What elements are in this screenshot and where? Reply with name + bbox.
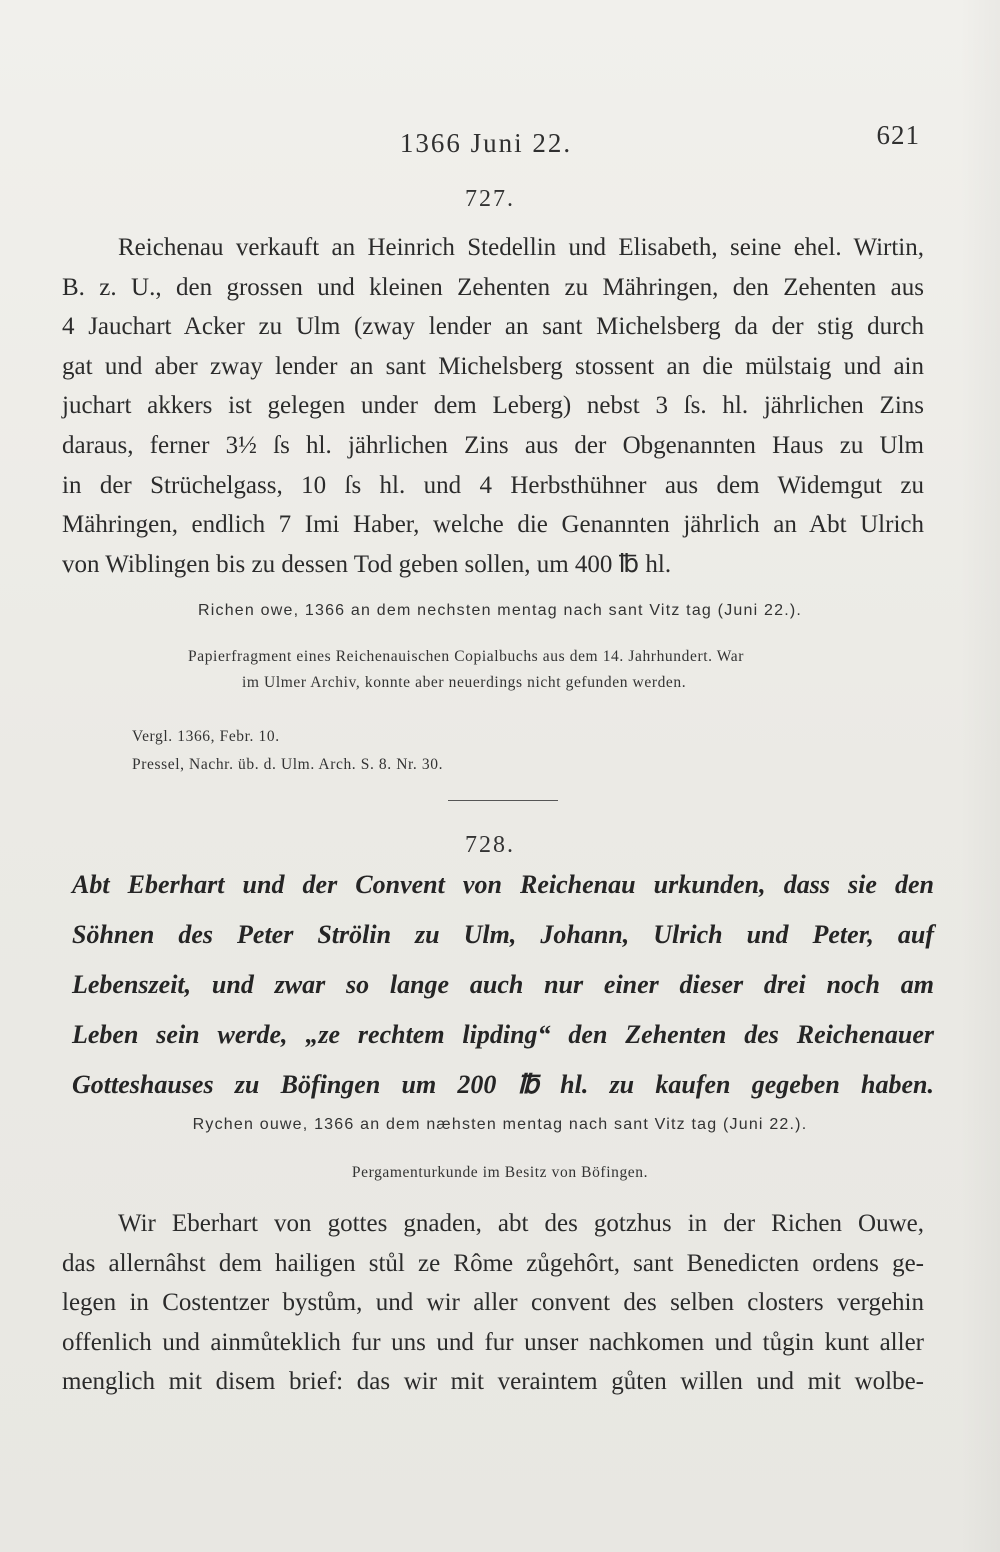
document-text-728 (62, 1204, 924, 1402)
regest-line: Mähringen, endlich 7 Imi Haber, welche die Genannten jährlich an Abt Ulrich (62, 511, 924, 539)
regest-line: Gotteshauses zu Böfingen um 200 ℔ hl. zu kaufen gegeben haben. (72, 1070, 934, 1099)
scan-edge-shadow (960, 0, 1000, 1552)
page-header-date: 1366 Juni 22. (399, 128, 573, 158)
regest-line: Leben sein werde, „ze rechtem lipding“ den Zehenten des Reichenauer (72, 1020, 934, 1049)
regest-line: B. z. U., den grossen und kleinen Zehenten zu Mähringen, den Zehenten aus (62, 273, 924, 301)
source-note-727-line1: Papierfragment eines Reichenauischen Copialbuchs aus dem 14. Jahrhundert. War (188, 648, 745, 665)
source-note-727-line2: im Ulmer Archiv, konnte aber neuerdings nicht gefunden werden. (242, 674, 687, 691)
regest-line: in der Strüchelgass, 10 ſs hl. und 4 Herbsthühner aus dem Widemgut zu (62, 471, 924, 499)
document-number-727: 727. (465, 186, 515, 212)
regest-728 (72, 860, 934, 1110)
page-number: 621 (876, 120, 920, 150)
document-number-728: 728. (465, 832, 515, 858)
text-line: Wir Eberhart von gottes gnaden, abt des gotzhus in der Richen Ouwe, (118, 1210, 924, 1237)
regest-line: juchart akkers ist gelegen under dem Leberg) nebst 3 ſs. hl. jährlichen Zins (62, 392, 924, 420)
regest-line: Reichenau verkauft an Heinrich Stedellin und Elisabeth, seine ehel. Wirtin, (118, 234, 924, 261)
section-divider (448, 800, 558, 801)
dating-728: Rychen ouwe, 1366 an dem næhsten mentag nach sant Vitz tag (Juni 22.). (192, 1116, 808, 1133)
regest-727 (62, 228, 924, 584)
regest-line: Abt Eberhart und der Convent von Reichenau urkunden, dass sie den (72, 870, 934, 899)
regest-line: Söhnen des Peter Strölin zu Ulm, Johann, Ulrich und Peter, auf (72, 920, 934, 949)
text-line: legen in Costentzer bystům, und wir aller convent des selben closters vergehin (62, 1289, 924, 1317)
regest-line: Lebenszeit, und zwar so lange auch nur einer dieser drei noch am (72, 970, 934, 999)
regest-line: von Wiblingen bis zu dessen Tod geben sollen, um 400 ℔ hl. (62, 550, 672, 578)
regest-line: daraus, ferner 3½ ſs hl. jährlichen Zins aus der Obgenannten Haus zu Ulm (62, 431, 924, 459)
text-line: offenlich und ainmůteklich fur uns und fur unser nachkomen und tůgin kunt aller (62, 1328, 924, 1356)
text-line: menglich mit disem brief: das wir mit veraintem gůten willen und mit wolbe- (62, 1368, 924, 1396)
text-line: das allernâhst dem hailigen stůl ze Rôme zůgehôrt, sant Benedicten ordens ge- (62, 1249, 924, 1277)
reference-727-pressel: Pressel, Nachr. üb. d. Ulm. Arch. S. 8. Nr. 30. (132, 756, 444, 773)
source-note-728: Pergamenturkunde im Besitz von Böfingen. (351, 1164, 649, 1181)
reference-727-vergl: Vergl. 1366, Febr. 10. (132, 728, 280, 745)
dating-727: Richen owe, 1366 an dem nechsten mentag nach sant Vitz tag (Juni 22.). (197, 602, 803, 619)
regest-line: 4 Jauchart Acker zu Ulm (zway lender an sant Michelsberg da der stig durch (62, 313, 924, 341)
regest-line: gat und aber zway lender an sant Michelsberg stossent an die mülstaig und ain (62, 352, 924, 380)
